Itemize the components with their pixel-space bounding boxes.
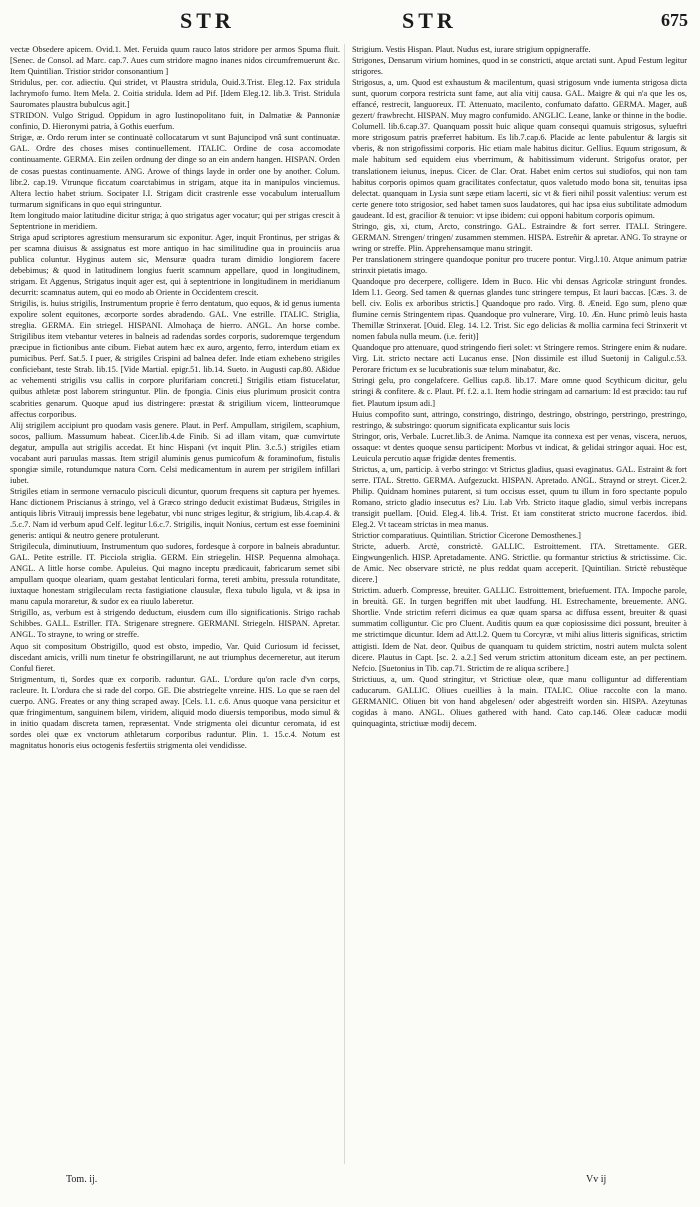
column-divider — [344, 44, 345, 1164]
entry-paragraph: Strictus, a, um, particip. à verbo stringo: vt Strictus gladius, quasi evaginatus. GAL. Estraint & fort serre. ITAL. Stretto. GERMA. Aufgezuckt. HISPAN. Apretado. ANGL. Straynd or streyt. Cicer.2. Philip. Quidnam homines putarent, si tum occisus esset, quum tu illum in foro spectante populo Romano, stricto gladio insecutus es? Liu. l.ab Vrb. Stricto itaque gladio, simul verbis increpans transigit puellam. [Ouid. Eleg.4. lib.4. Trist. Et iam constiterat stricto mucrone facerdos. ibid. Eleg.2. Vt taceam strictas in mea manus. — [352, 464, 687, 530]
gathering-signature: Vv ij — [586, 1174, 607, 1185]
entry-paragraph: Alij strigilem accipiunt pro quodam vasis genere. Plaut. in Perf. Ampullam, strigilem, scaphium, socos, pallium. Massumum habeat. Cicer.lib.4.de Finib. Si ad illam vitam, quæ cumvirtute degatur, ampulla aut strigilis accedat. Et hinc Hispani (vt inquit Plin. 3.c.5.) strigiles etiam vocabant auri paruulas massas. Item strigil aluminis genus pumicofum & foraminofum, fistulis spongiæ simile, rotundumque natura Corn. Celsi medicamentum in aurem per strigilem infillari iubet. — [10, 420, 340, 485]
left-column — [10, 44, 340, 1168]
entry-paragraph: Stridulus, per. cor. adiectiu. Qui stridet, vt Plaustra stridula, Ouid.3.Trist. Eleg.12. Fax stridula lachrymofo fumo. Item Mela. 2. Coitia stridula. Idem ad Pif. [Idem Eleg.12. lib.3. Trist. Stridula Sauromates plaustra bubulcus agit.] — [10, 78, 340, 110]
entry-paragraph: Quandoque pro decerpere, colligere. Idem in Buco. Hic vbi densas Agricolæ stringunt frondes. Idem l.1. Georg. Sed tamen & quernas glandes tunc stringere tempus, Et lauri baccas. [Cæs. 3. de bell. civ. Eolis ex arboribus strictis.] Quandoque pro rado. Virg. 8. Æneid. Ego sum, pleno quæ flumine cernis Stringentem ripas. Quandoque pro vulnerare, Virg. 10. Æn. Hunc primò leuis hasta Themillæ Strinxerat. [Ouid. Eleg. 14. l.2. Trist. Sic ego delicias & mollia carmina feci Strinxerit vt nomen fabula nulla meum. (i.e. ferit)] — [352, 276, 687, 342]
entry-paragraph: Stringi gelu, pro congelafcere. Gellius cap.8. lib.17. Mare omne quod Scythicum dicitur, gelu stringi & confitere. & c. Plaut. Pf. f.2. a.1. Item hodie stringam ad carnarium: Id est præcido: tau ruf fiet. Plautum ipsum adi.] — [352, 376, 687, 408]
entry-paragraph: Strigium. Vestis Hispan. Plaut. Nudus est, iurare strigium oppigneraffe. — [352, 45, 591, 54]
entry-paragraph: Strictim. aduerb. Compresse, breuiter. GALLIC. Estroittement, briefuement. ITA. Impoche parole, in breuità. GE. In turgen begriffen mit ubet laudfung. HI. Estrechamente, breuemente. ANG. Shortlie. Vnde strictim referri dicimus ea quæ quam sparsa ac diffusa essent, breuiter & quasi summatim colliguntur. Cic pro Cluent. Auditis quum ea quæ copiosissime dici possunt, breuiter à me strictimque dicuntur. Idem ad Att.l.2. Quem tu Corcyræ, vt mihi alius litteris significas, strictim attigisti. Idem de Nat. deor. Quibus de quanquam tu quidem strictim, nostri autem mulcta solent dicere. Plautus in Capt. [sc. 2. a.2.] Sed verum strictim attonitum diceam este, an per pectinem. Nefcio. [Suetonius in Tib. cap.71. Strictim de re aliqua scribere.] — [352, 586, 687, 673]
entry-paragraph: STRIDON. Vulgo Strigud. Oppidum in agro Iustinopolitano fuit, in Dalmatiæ & Pannoniæ confinio, D. Hieronymi patria, à Gothis euerfum. — [10, 111, 340, 132]
entry-paragraph: Stringor, oris, Verbale. Lucret.lib.3. de Anima. Namque ita connexa est per venas, viscera, neruos, ossaque: vt dentes quoque sensu participent: Morbus vt indicat, & gelidai stringor aquai. Hoc est, Leuicula percutio aquæ frigidæ dentes frementis. — [352, 431, 687, 463]
header-right-title: STR — [402, 8, 457, 33]
right-column — [352, 44, 687, 1168]
entry-paragraph: Quandoque pro attenuare, quod stringendo fieri solet: vt Stringere remos. Stringere enim & nudare. Virg. Lit. stricto nectare acti Lucanus ense. [Non dissimile est illud Suetonij in Caligul.c.53. Perorare frictum ex se lucubrationis suæ telum minabatur, &c. — [352, 343, 687, 375]
entry-paragraph: Strigilis, is. huius strigilis, Instrumentum proprie è ferro dentatum, quo equos, & id genus iumenta expolire solent equitones, æcorporte sordes abradendo. GAL. Vne estrille. ITALIC. Striglia, streglia. GERMA. Ein striegel. HISPANI. Almohaça de hierro. ANGL. An horse combe. Strigilibus item vtebantur veteres in balneis ad radendas sordes corporis, sudoremque tergendum præcipue in fictionibus ante cibum. Fiebat autem hæc ex auro, argento, ferro, interdum etiam ex pumicibus. Perf. Sat.5. I puer, & strigiles Crispini ad balnea defer. Inde etiam exhebeno strigiles conficiebant, teste Strab. lib.15. [Vide Martial. epigr.51. lib.14. Sueto. in Augusti cap.80. Aßidue ac vehementi strigilis vsu callis in corpore plurifariam concreti.] Strigilis etiam fistucelatur, quibus athletæ post laborem stringuntur. Plin. de fpongia. Cinis eius plurimum prosicit contra scabrities genarum. Quoque apud ius distringere: præstat & strigilium vicem, lintteorumque affectus corporibus. — [10, 299, 340, 419]
page-footer — [0, 1174, 700, 1194]
entry-paragraph: Strigæ, æ. Ordo rerum inter se continuatè collocatarum vt sunt Bajuncipod vnâ sunt continuatæ. GAL. Ordre des choses mises continuellement. ITALIC. Ordine de cosa accomodate continuamente. GERMA. Ein zeilen ordnung der dinge so an ein andern hangen. HISPAN. Orden de cosas puestas continuamente. ANG. Arowe of things layde in order one by another. Colum. libr.2. cap.19. Vtrunque ficcatum coarctabimus in strigam, atque ita in manipulos vinciemus. Altera lectio habet strium. Socipater I.I. Strigam dicit crastrenle esse vocabulum interuallum turmarum significans in quo equi stringuntur. — [10, 133, 340, 209]
entry-paragraph: Stricte, aduerb. Arctè, constrictè. GALLIC. Estroittement. ITA. Strettamente. GER. Eingwungenlich. HISP. Apretadamente. ANG. Strictlie. qu formantur strictius & strictissime. Cic. de Amic. Nec observare strictè, ne plus reddat quam acceperit. [Quintilian. Strictè rebustèque dicere.] — [352, 542, 687, 585]
entry-paragraph: Huius compofito sunt, attringo, constringo, distringo, destringo, obstringo, perstringo, prestringo, restringo, & substringo: quorum significata explicantur suis locis — [352, 409, 687, 430]
entry-paragraph: Strigilecula, diminutiuum, Instrumentum quo sudores, fordesque à corpore in balneis abraduntur. GAL. Petite estrille. IT. Picciola striglia. GERM. Ein striegelin. HISP. Pequenna almohaça. ANGL. A little horse combe. Apuleius. Qui magno inceptu prædicauit, fabricarum semet sibi ampullam quoque oleariam, quam gestabat lenticulari forma, tereti ambitu, pressula rotunditate, iuxtaque honestam strigileculam recta fastigiatione clausulæ, flexa tubulo ligula, vt & ipsa in manu capula moraretur, & sudor ex ea riuulo laberetur. — [10, 542, 340, 607]
page-number: 675 — [661, 10, 688, 30]
entry-paragraph: Strigones, Densarum virium homines, quod in se constricti, atque arctati sunt. Apud Festum legitur strigores. — [352, 56, 687, 77]
entry-paragraph: Strigiles etiam in sermone vernaculo pisciculi dicuntur, quorum frequens sit captura per hyemes. Hanc dictionem Priscianus à stringo, vel à Græco stringo deducit existimat Budæus, Strigiles in antiquis libris Vitrauij impressis bene legebatur, vbi nunc striges legitur, & strigium, lib.4.cap.4. & .5.c.7. Nam id verbum apud Celf. legitur l.6.c.7. Strigilis, inquit Nonius, certum est esse foeminini generis: antiqui & neutro genere protulerunt. — [10, 486, 340, 541]
entry-paragraph: Strigosus, a, um. Quod est exhaustum & macilentum, quasi strigosum vnde iumenta strigosa dicta sunt, quorum corpora restricta sunt fame, aut alia vitij causa. GAL. Maigre & qui n'a que les os, effancé, restrecit, languoreux. IT. Attenuato, macilento, confumato dafatto. GERMA. Mager, auß gezert/ frawbrecht. HISPAN. Muy magro confumido. ANGLIC. Leane, lanke or thinne in the bodie. Columell. lib.6.cap.37. Quanquam possit huic alique quam consequi quamuis strigosus, sylueftri more strigosum patris præferret habitum. Es lib.7.cap.6. Placide ac lente pabulentur & largis sit vberis, & non strigofissimi corporis. Hic etiam male habitus dicitur. Gellius. Equum strigosum, & male habitum sed equidem eius vberrimum, & habitissimum viderunt. Strigofus orator, per translationem ieiunus, inepus. Cicer. de Clar. Orat. Habet enim certos sui studiofos, qui non tam habitus corporis opimos quam gracilitates confectatur, quos valetudo modo bona sit, tenuitas ipsa delectat. quanquam in Lysia sunt sæpe etiam lacerti, sic vt & fieri nihil possit valentius: verum est certe genere toto strigosior, sed habet tamen suos laudatores, qui hac ipsa eius subtilitate admodum gaudeant. Id est, gracilior & tenuior: vt ipse ibidem: cui opponi habitum corporis opimum. — [352, 78, 687, 220]
entry-paragraph: Striga apud scriptores agrestium mensurarum sic exponitur. Ager, inquit Frontinus, per strigas & per scamna diuisus & assignatus est more antiquo in hac similitudine qua in prouinciis arua publica coluntur. Hyginus autem sic, Mensuræ quadra turam dimidio longiorem facere debebimus; & quod in latitudinem longius fuerit scamnum appellare, quod in longitudinem, strigam. Et Aggenus, Strigatus inquit ager est, qui à septentrione in longitudinem in meridianum decurrit: scamnatus autem, qui eo modo ab Oriente in Occidentem crescit. — [10, 232, 340, 298]
entry-paragraph: Item longitudo maior latitudine dicitur striga; à quo strigatus ager vocatur; qui per strigas crescit à Septentrione in meridiem. — [10, 210, 340, 231]
entry-paragraph: Strictior comparatiuus. Quintilian. Strictior Cicerone Demosthenes.] — [352, 531, 581, 541]
header-left-title: STR — [180, 8, 235, 33]
entry-paragraph: Per translationem stringere quandoque ponitur pro trucere pontur. Virg.l.10. Atque animum patriæ strinxit pietatis imago. — [352, 254, 687, 275]
entry-paragraph: vectæ Obsedere apicem. Ovid.1. Met. Feruida quum rauco latos stridore per armos Spuma fluit. [Senec. de Consol. ad Marc. cap.7. Aues cum stridore magno inanes nidos circumfremuerunt &c. Item Quintilian. Tristior stridor consonantium ] — [10, 45, 340, 77]
entry-paragraph: Strigillo, as, verbum est à strigendo deductum, eiusdem cum illo significationis. Strigo rachab Schibbes. GALL. Estriller. ITA. Strigenare stregnere. GERMANI. Striegeln. HISPAN. Apretar. ANGL. To strayne, to wring or streffe. — [10, 608, 340, 640]
entry-paragraph: Stringo, gis, xi, ctum, Arcto, constringo. GAL. Estraindre & fort serrer. ITALI. Stringere. GERMAN. Strengen/ tringen/ zusammen stemmen. HISPA. Estreñir & apretar. ANG. To strayne or wring or streffe. Plin. Apprehensamque manu stringit. — [352, 221, 687, 253]
running-header — [0, 8, 700, 38]
entry-paragraph: Strictiuus, a, um. Quod stringitur, vt Strictiuæ oleæ, quæ manu colliguntur ad differentiam caducarum. GALLIC. Oliues cueillies à la main. ITALIC. Oliue raccolte con la mano. GERMANIC. Oliuen bit von hand abgelesen/ oder abgestreift worden sin. HISPA. Azeytunas cogidas à mano. ANGL. Oliues gathered with hand. Cato cap.146. Oleæ caducæ modii quinquaginta, strictiuæ modij decem. — [352, 674, 687, 728]
volume-signature: Tom. ij. — [66, 1174, 98, 1185]
entry-paragraph: Strigmentum, ti, Sordes quæ ex corporib. raduntur. GAL. L'ordure qu'on racle d'vn corps, racleure. It. L'ordura che si rade del corpo. GE. Die abstriegelte vnreine. HIS. Lo que se raen del cuerpo. ANG. Freates or any thing scraped away. [Cels. l.1. c.6. Anus quoque vana persicitur et quæ fringimentum, sanguinem bilem, viridem, aliquid modo diuersis temporibus, modo simul & in initio quadam discreta tamen, repræsentat. Vnde strigmenta olei dicuntur ceromata, id est sordes olei quæ ex vnctorum athletarum corporibus raduntur. Plin. 1. 15.c.4. Notum est magnitatus honoris eius octogenis fesfertiis strigmenta olei vendidisse. — [10, 674, 340, 750]
entry-paragraph: Aquo sit compositum Obstrigillo, quod est obsto, impedio, Var. Quid Curiosum id fecisset, discedant amicis, vrilli num tinetur fe obstringillarunt, ne aut triumphus decerneretur, aut iterum Conful fieret. — [10, 641, 340, 673]
